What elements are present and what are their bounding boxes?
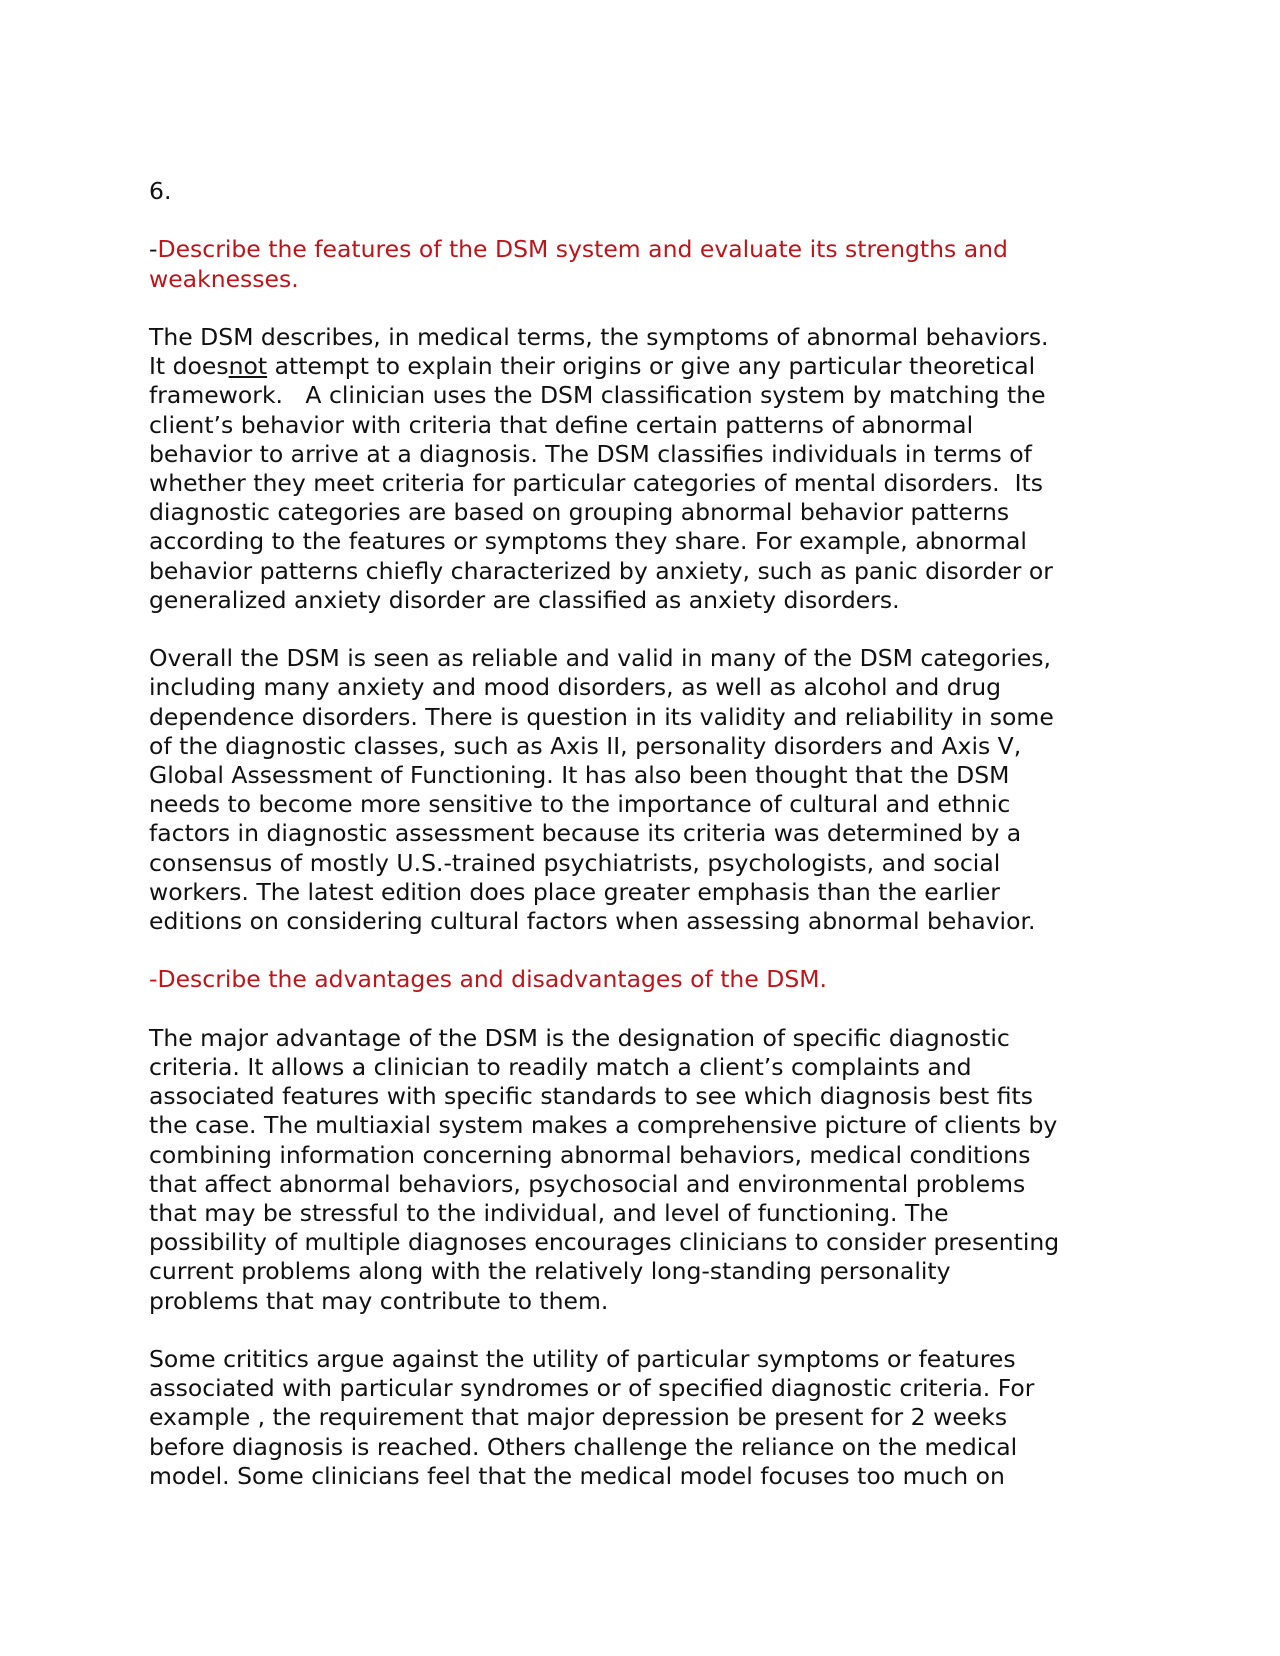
paragraph-line: associated with particular syndromes or of specified diagnostic criteria. For — [149, 1374, 1035, 1403]
paragraph-line: behavior to arrive at a diagnosis. The DSM classifies individuals in terms of — [149, 439, 1032, 468]
spacer — [149, 615, 1139, 644]
paragraph-line: workers. The latest edition does place greater emphasis than the earlier — [149, 877, 1000, 906]
text-run: It does — [149, 352, 229, 381]
paragraph-line: diagnostic categories are based on grouping abnormal behavior patterns — [149, 498, 1010, 527]
paragraph-line: dependence disorders. There is question in its validity and reliability in some — [149, 702, 1054, 731]
question-heading-1 — [149, 235, 1139, 293]
paragraph-line: editions on considering cultural factors when assessing abnormal behavior. — [149, 907, 1036, 936]
paragraph-line: Some crititics argue against the utility of particular symptoms or features — [149, 1345, 1016, 1374]
paragraph-line: current problems along with the relatively long-standing personality — [149, 1257, 951, 1286]
paragraph-line: consensus of mostly U.S.-trained psychiatrists, psychologists, and social — [149, 848, 1001, 877]
paragraph-line: framework. A clinician uses the DSM classification system by matching the — [149, 381, 1046, 410]
paragraph-line: that may be stressful to the individual, and level of functioning. The — [149, 1199, 949, 1228]
paragraph-line: the case. The multiaxial system makes a comprehensive picture of clients by — [149, 1111, 1058, 1140]
spacer — [149, 1316, 1139, 1345]
question-heading-1-line-1 — [149, 235, 1139, 264]
paragraph-line: behavior patterns chiefly characterized by anxiety, such as panic disorder or — [149, 556, 1053, 585]
question-number: 6. — [149, 177, 172, 205]
spacer — [149, 294, 1139, 323]
paragraph-line: whether they meet criteria for particular categories of mental disorders. Its — [149, 469, 1043, 497]
question-heading-2 — [149, 965, 1139, 994]
paragraph-line: The major advantage of the DSM is the designation of specific diagnostic — [149, 1023, 1010, 1052]
paragraph-line: Overall the DSM is seen as reliable and valid in many of the DSM categories, — [149, 644, 1052, 673]
paragraph-1 — [149, 323, 1139, 615]
paragraph-line: generalized anxiety disorder are classified as anxiety disorders. — [149, 585, 900, 614]
paragraph-3 — [149, 1024, 1139, 1316]
paragraph-line: example , the requirement that major depression be present for 2 weeks — [149, 1403, 1008, 1432]
paragraph-line: Global Assessment of Functioning. It has also been thought that the DSM — [149, 761, 1010, 790]
paragraph-line: of the diagnostic classes, such as Axis II, personality disorders and Axis V, — [149, 731, 1022, 760]
paragraph-line: criteria. It allows a clinician to readily match a client’s complaints and — [149, 1053, 972, 1082]
paragraph-line: possibility of multiple diagnoses encourages clinicians to consider presenting — [149, 1228, 1060, 1257]
underlined-word: not — [228, 352, 268, 381]
paragraph-line: according to the features or symptoms they share. For example, abnormal — [149, 527, 1027, 556]
paragraph-line — [149, 352, 1139, 381]
paragraph-line: before diagnosis is reached. Others challenge the reliance on the medical — [149, 1432, 1018, 1461]
paragraph-line: that affect abnormal behaviors, psychosocial and environmental problems — [149, 1169, 1026, 1198]
paragraph-line: factors in diagnostic assessment because its criteria was determined by a — [149, 819, 1022, 848]
question-heading-2-line: -Describe the advantages and disadvantages of the DSM. — [149, 965, 828, 994]
paragraph-line: combining information concerning abnormal behaviors, medical conditions — [149, 1140, 1031, 1169]
paragraph-line: model. Some clinicians feel that the medical model focuses too much on — [149, 1461, 1005, 1490]
paragraph-line: client’s behavior with criteria that define certain patterns of abnormal — [149, 410, 974, 439]
spacer — [149, 936, 1139, 965]
paragraph-line: including many anxiety and mood disorders, as well as alcohol and drug — [149, 673, 1002, 702]
paragraph-4 — [149, 1345, 1139, 1491]
question-dash: - — [149, 235, 158, 264]
spacer — [149, 206, 1139, 235]
spacer — [149, 995, 1139, 1024]
document-page — [149, 177, 1139, 1491]
paragraph-2 — [149, 644, 1139, 936]
paragraph-line: associated features with specific standards to see which diagnosis best fits — [149, 1082, 1033, 1111]
question-heading-1-line-2: weaknesses. — [149, 264, 299, 293]
paragraph-line: problems that may contribute to them. — [149, 1286, 609, 1315]
paragraph-line: needs to become more sensitive to the importance of cultural and ethnic — [149, 790, 1011, 819]
question-heading-1-text: Describe the features of the DSM system and evaluate its strengths and — [157, 235, 1008, 264]
text-run: attempt to explain their origins or give any particular theoretical — [267, 352, 1036, 381]
paragraph-line: The DSM describes, in medical terms, the symptoms of abnormal behaviors. — [149, 322, 1049, 351]
